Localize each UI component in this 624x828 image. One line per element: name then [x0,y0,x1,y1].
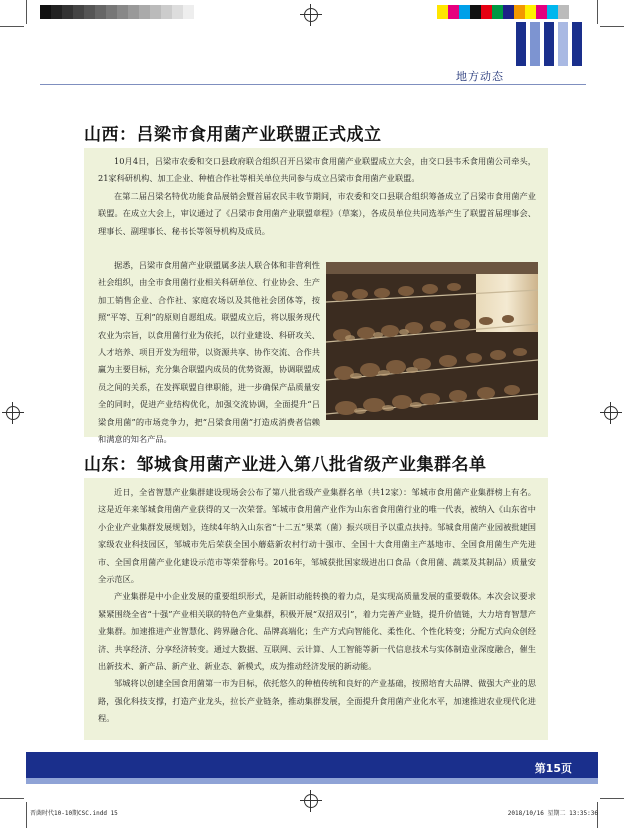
registration-crosshair-left [2,402,24,424]
mushroom-cultivation-photo [326,262,538,420]
header-decoration [516,22,586,82]
article2-title: 山东：邹城食用菌产业进入第八批省级产业集群名单 [84,455,487,475]
registration-crosshair-right [600,402,622,424]
trim-mark [0,26,24,27]
grayscale-bar [40,5,194,19]
color-bar [437,5,569,19]
article1-body-top [98,153,536,240]
trim-mark [597,0,598,24]
footer-bar [26,752,598,778]
trim-mark [26,802,27,828]
article2-body [98,484,536,728]
print-info-date: 2018/10/16 星期二 13:35:36 [507,810,598,817]
article1-para2: 在第二届吕梁名特优功能食品展销会暨首届农民丰收节期间，市农委和交口县联合组织筹备成立了吕梁市食用菌产业联盟。在成立大会上，审议通过了《吕梁市食用菌产业联盟章程》（草案），各成员单位共同选举产生了联盟首届理事会、理事长、副理事长、秘书长等领导机构及成员。 [98,190,536,236]
registration-crosshair-bottom [300,790,322,812]
header-divider [40,84,586,85]
article1-title: 山西：吕梁市食用菌产业联盟正式成立 [84,125,382,145]
trim-mark [600,798,624,799]
page-number: 第15页 [534,762,572,775]
trim-mark [600,26,624,27]
section-tag: 地方动态 [456,70,504,83]
registration-crosshair-top [300,4,322,26]
article2-para1: 近日，全省智慧产业集群建设现场会公布了第八批省级产业集群名单（共12家）：邹城市食用菌产业集群榜上有名。这是近年来邹城食用菌产业获得的又一次荣誉。邹城市食用菌产业作为山东省食用菌行业的唯一代表，被纳入《山东省中小企业产业集群发展规划》，连续4年纳入山东省“十二五”果菜（菌）振兴项目予以重点扶持。邹城食用菌产业园被批建国家级农业科技园区，邹城市先后荣获全国小蘑菇新农村行动十强市、全国十大食用菌主产基地市、全国食用菌生产先进市、全国食用菌产业化建设示范市等荣誉称号。2016年，邹城获批国家级进出口食品（食用菌、蔬菜及其制品）质量安全示范区。 [98,487,536,585]
article2-para2: 产业集群是中小企业发展的重要组织形式，是新旧动能转换的着力点，是实现高质量发展的重要载体。本次会议要求紧紧围绕全省“十强”产业相关联的特色产业集群，积极开展“双招双引”，着力完善产业链，提升价值链，大力培育智慧产业集群。加速推进产业智慧化、跨界融合化、品牌高端化；生产方式向智能化、柔性化、个性化转变；分配方式向众创经济、共享经济、分享经济转变。通过大数据、互联网、云计算、人工智能等新一代信息技术与实体制造业深度融合，催生出新技术、新产品、新产业、新业态、新模式，成为推动经济发展的新动能。 [98,591,536,672]
article1-para1: 10月4日，吕梁市农委和交口县政府联合组织召开吕梁市食用菌产业联盟成立大会，由交口县韦禾食用菌公司牵头，21家科研机构、加工企业、种植合作社等相关单位共同参与成立吕梁市食用菌产业联盟。 [98,156,536,184]
article1-para3: 据悉，吕梁市食用菌产业联盟属多法人联合体和非营利性社会组织，由全市食用菌行业相关科研单位、行业协会、生产加工销售企业、合作社、家庭农场以及其他社会团体等，按照“平等、互利”的原则自愿组成。联盟成立后，将以服务现代农业为宗旨，以食用菌行业为依托，以行业建设、科研攻关、人才培养、项目开发为纽带，以资源共享、协作交流、合作共赢为主要目标，充分集合联盟内成员的优势资源，协调联盟成员之间的关系，在发挥联盟自律职能，进一步确保产品质量安全的同时，促进产业结构优化，加强交流协调，全面提升“吕梁食用菌”的市场竞争力，把“吕梁食用菌”打造成消费者信赖和满意的知名产品。 [98,260,320,445]
mushroom-shelves-illustration [326,262,538,420]
article2-para3: 邹城将以创建全国食用菌第一市为目标，依托悠久的种植传统和良好的产业基础，按照培育大品牌、做强大产业的思路，强化科技支撑，打造产业龙头，拉长产业链条，推动集群发展，全面提升食用菌产业化水平，加速推进农业现代化进程。 [98,678,536,724]
print-info-file: 晋菌时代10-10期CSC.indd 15 [30,810,118,817]
trim-mark [0,798,24,799]
footer-bar-accent [26,778,598,784]
trim-mark [26,0,27,24]
